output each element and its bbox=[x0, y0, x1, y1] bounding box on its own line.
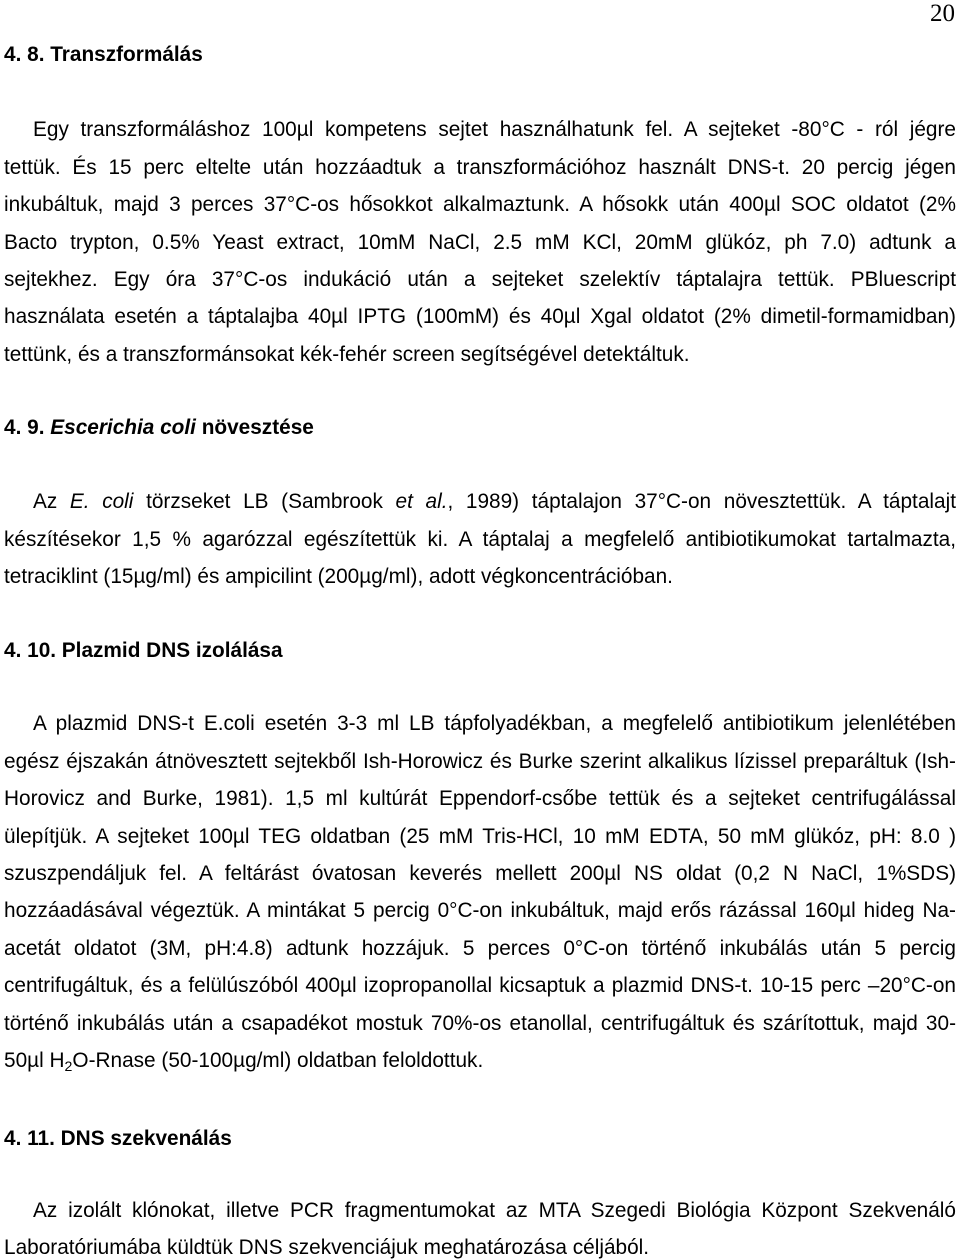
text-line: ülepítjük. A sejteket 100µl TEG oldatban (25 mM Tris-HCl, 10 mM EDTA, 50 mM glükóz, pH: 8.0 ) bbox=[4, 824, 956, 848]
text-line: Horovicz and Burke, 1981). 1,5 ml kultúrát Eppendorf-csőbe tettük és a sejteket centrifugálással bbox=[4, 787, 956, 811]
text-segment: , 1989) táptalajon 37°C-on növesztettük. A táptalajt bbox=[447, 490, 956, 514]
heading-text: növesztése bbox=[195, 416, 314, 440]
text-segment: 50µl H bbox=[4, 1048, 65, 1072]
text-line: Az izolált klónokat, illetve PCR fragmentumokat az MTA Szegedi Biológia Központ Szekvenáló bbox=[33, 1199, 956, 1222]
citation-et-al: et al. bbox=[395, 490, 448, 514]
text-line: történő inkubálás után a csapadékot mostuk 70%-os etanollal, centrifugáltuk és szárítottuk, majd 30- bbox=[4, 1011, 956, 1035]
paragraph-plazmid-dns bbox=[4, 705, 956, 1079]
text-segment: Az bbox=[33, 490, 70, 514]
paragraph-transzformalas bbox=[4, 111, 956, 373]
text-line: Egy transzformáláshoz 100µl kompetens sejtet használhatunk fel. A sejteket -80°C - ról jégre bbox=[33, 118, 956, 142]
text-line: használata esetén a táptalajba 40µl IPTG (100mM) és 40µl Xgal oldatot (2% dimetil-formamidban) bbox=[4, 305, 956, 329]
text-line: tetraciklint (15µg/ml) és ampicilint (200µg/ml), adott végkoncentrációban. bbox=[4, 565, 673, 589]
text-segment: O-Rnase (50-100µg/ml) oldatban feloldottuk. bbox=[72, 1048, 484, 1072]
text-line: egész éjszakán átnövesztett sejtekből Ish-Horowicz és Burke szerint alkalikus lízissel preparáltuk (Ish- bbox=[4, 749, 956, 773]
text-line: készítésekor 1,5 % agarózzal egészítettük ki. A táptalaj a megfelelő antibiotikumokat tartalmazta, bbox=[4, 527, 956, 551]
text-segment: törzseket LB (Sambrook bbox=[133, 490, 396, 514]
text-line: Bacto trypton, 0.5% Yeast extract, 10mM NaCl, 2.5 mM KCl, 20mM glükóz, ph 7.0) adtunk a bbox=[4, 230, 956, 254]
text-line bbox=[4, 483, 956, 520]
section-heading-plazmid-dns: 4. 10. Plazmid DNS izolálása bbox=[4, 639, 283, 663]
text-line: hozzáadásával végeztük. A mintákat 5 percig 0°C-on inkubáltuk, majd erős rázással 160µl hideg Na- bbox=[4, 899, 956, 923]
text-line: szuszpendáljuk fel. A feltárást óvatosan keverés mellett 200µl NS oldat (0,2 N NaCl, 1%SDS) bbox=[4, 861, 956, 885]
paragraph-escerichia-coli bbox=[4, 483, 956, 595]
text-line: A plazmid DNS-t E.coli esetén 3-3 ml LB tápfolyadékban, a megfelelő antibiotikum jelenlétében bbox=[33, 712, 956, 736]
text-line bbox=[4, 1042, 956, 1079]
species-name: Escerichia coli bbox=[50, 416, 196, 440]
text-line: tettünk, és a transzformánsokat kék-fehér screen segítségével detektáltuk. bbox=[4, 342, 690, 366]
section-heading-dns-szekvenalas: 4. 11. DNS szekvenálás bbox=[4, 1127, 232, 1151]
species-name: E. coli bbox=[69, 490, 134, 514]
text-line: sejtekhez. Egy óra 37°C-os indukáció után a sejteket szelektív táptalajra tettük. PBluescript bbox=[4, 267, 956, 291]
text-line: Laboratóriumába küldtük DNS szekvenciájuk meghatározása céljából. bbox=[4, 1236, 650, 1259]
section-heading-escerichia-coli bbox=[4, 409, 956, 446]
page-number: 20 bbox=[930, 0, 955, 27]
text-line: centrifugáltuk, és a felülúszóból 400µl izopropanollal kicsaptuk a plazmid DNS-t. 10-15 perc –20°C-on bbox=[4, 974, 956, 998]
text-line: inkubáltuk, majd 3 perces 37°C-os hősokkot alkalmaztunk. A hősokk után 400µl SOC oldatot (2% bbox=[4, 193, 956, 217]
section-heading-transzformalas: 4. 8. Transzformálás bbox=[4, 43, 203, 67]
paragraph-dns-szekvenalas bbox=[4, 1200, 956, 1259]
text-line: acetát oldatot (3M, pH:4.8) adtunk hozzájuk. 5 perces 0°C-on történő inkubálás után 5 percig bbox=[4, 936, 956, 960]
text-line: tettük. És 15 perc eltelte után hozzáadtuk a transzformációhoz használt DNS-t. 20 percig jégen bbox=[4, 155, 956, 179]
heading-number: 4. 9. bbox=[4, 416, 51, 440]
subscript: 2 bbox=[64, 1058, 73, 1075]
